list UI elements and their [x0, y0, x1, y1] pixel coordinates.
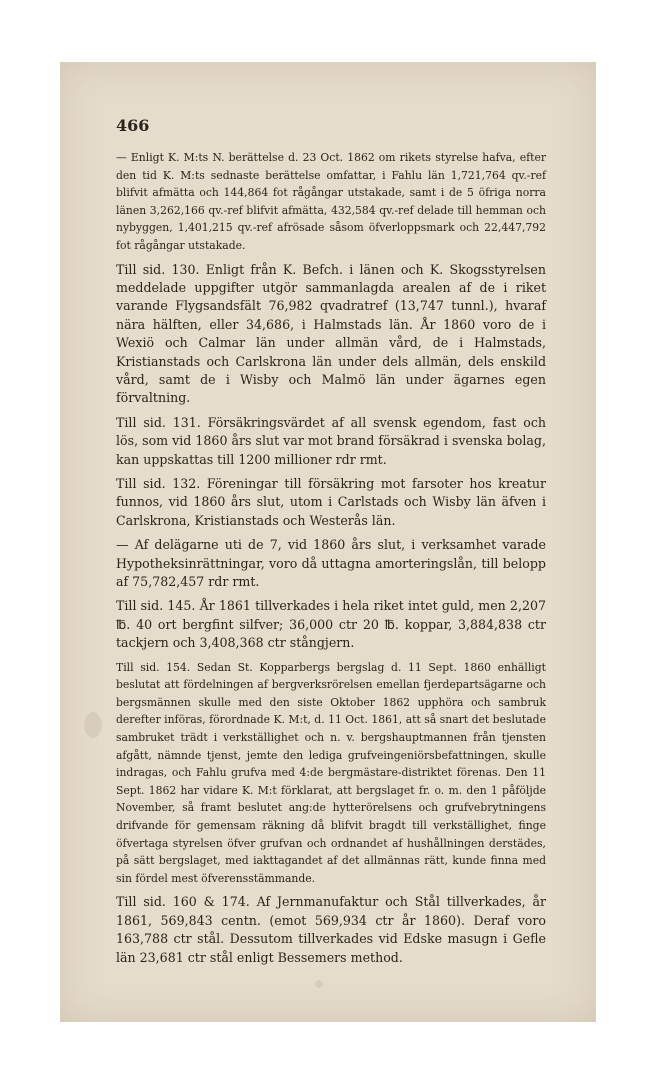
paper-stain — [315, 980, 323, 988]
paragraph-sid-160-174: Till sid. 160 & 174. Af Jernmanufaktur och Stål tillverkades, år 1861, 569,843 centn. (emot 569,934 ctr år 1860). Deraf voro 163,788 ctr stål. Dessutom tillverkades vid Edske masugn i Gefle län 23,681 ctr stål enligt Bessemers method. — [116, 894, 546, 965]
paper-stain — [84, 712, 102, 738]
paragraph-sid-130: Till sid. 130. Enligt från K. Befch. i länen och K. Skogsstyrelsen meddelade uppgifter utgör sammanlagda arealen af de i riket varande Flygsandsfält 76,982 qvadratref (13,747 tunnl.), hvaraf nära hälften, eller 34,686, i Halmstads län. År 1860 voro de i Wexiö och Calmar län under allmän vård, de i Halmstads, Kristianstads och Carlskrona län under dels allmän, dels enskild vård, samt de i Wisby och Malmö län under ägarnes egen förvaltning. — [116, 261, 546, 406]
text-block — [116, 116, 546, 973]
page-number: 466 — [116, 116, 150, 135]
paragraph-hypotheksinrattningar: — Af delägarne uti de 7, vid 1860 års slut, i verksamhet varade Hypotheksinrättningar, voro då uttagna amorteringslån, till belopp af 75,782,457 rdr rmt. — [116, 537, 546, 590]
paragraph-sid-145: Till sid. 145. År 1861 tillverkades i hela riket intet guld, men 2,207 ℔. 40 ort bergfint silfver; 36,000 ctr 20 ℔. koppar, 3,884,838 ctr tackjern och 3,408,368 ctr stångjern. — [116, 598, 546, 651]
paragraph-sid-131: Till sid. 131. Försäkringsvärdet af all svensk egendom, fast och lös, som vid 1860 års slut var mot brand försäkrad i svenska bolag, kan uppskattas till 1200 millioner rdr rmt. — [116, 414, 546, 467]
paragraph-sid-154: Till sid. 154. Sedan St. Kopparbergs bergslag d. 11 Sept. 1860 enhälligt beslutat att fördelningen af bergverksrörelsen emellan fjerdepartsägarne och bergsmännen skulle med den siste Oktober 1862 upphöra och sambruk derefter införas, förordnade K. M:t, d. 11 Oct. 1861, att så snart det beslutade sambruket trädt i verkställighet och n. v. bergshauptmannen från tjensten afgått, nämnde tjenst, jemte den lediga grufveingeniörsbefattningen, skulle indragas, och Fahlu grufva med 4:de bergmästare-distriktet förenas. Den 11 Sept. 1862 har vidare K. M:t förklarat, att bergslaget fr. o. m. den 1 påföljde November, så framt beslutet ang:de hytterörelsens och grufvebrytningens drifvande för gemensam räkning då blifvit bragdt till verkställighet, finge öfvertaga styrelsen öfver grufvan och ordnandet af hushållningen derstädes, på sätt bergslaget, med iakttagandet af det allmännas rätt, kunde finna med sin fördel mest öfverensstämmande. — [116, 660, 546, 885]
book-page — [60, 62, 596, 1022]
paragraph-rikets-styrelse: — Enligt K. M:ts N. berättelse d. 23 Oct. 1862 om rikets styrelse hafva, efter den tid K. M:ts sednaste berättelse omfattar, i Fahlu län 1,721,764 qv.-ref blifvit afmätta och 144,864 fot rågångar utstakade, samt i de 5 öfriga norra länen 3,262,166 qv.-ref blifvit afmätta, 432,584 qv.-ref delade till hemman och nybyggen, 1,401,215 qv.-ref afrösade såsom öfverloppsmark och 22,447,792 fot rågångar utstakade. — [116, 151, 546, 252]
paragraph-sid-132: Till sid. 132. Föreningar till försäkring mot farsoter hos kreatur funnos, vid 1860 års slut, utom i Carlstads och Wisby län äfven i Carlskrona, Kristianstads och Westerås län. — [116, 476, 546, 528]
